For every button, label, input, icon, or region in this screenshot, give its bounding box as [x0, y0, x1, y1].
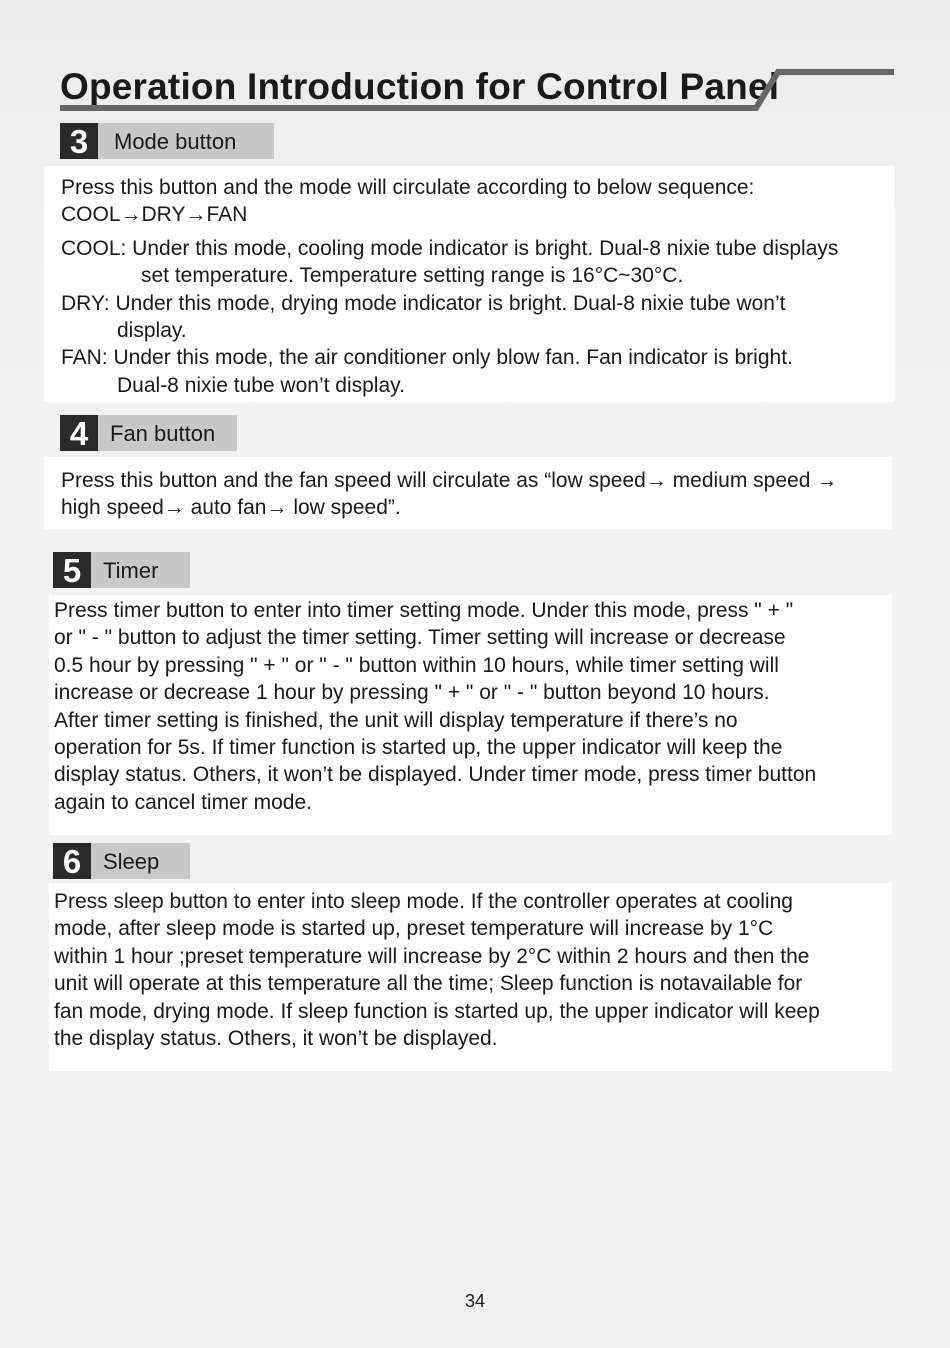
section-5-body — [49, 595, 892, 835]
section-6-body — [49, 883, 892, 1071]
page-number: 34 — [464, 1291, 486, 1311]
dry-mode-line: DRY: Under this mode, drying mode indicator is bright. Dual-8 nixie tube won’t — [61, 291, 786, 315]
fan-mode-line-cont: Dual-8 nixie tube won’t display. — [117, 373, 405, 397]
cool-mode-line: COOL: Under this mode, cooling mode indicator is bright. Dual-8 nixie tube displays — [61, 236, 839, 260]
text-line: Press this button and the mode will circulate according to below sequence: — [61, 176, 755, 199]
fan-speed-text — [61, 467, 892, 522]
fan-mode-line: FAN: Under this mode, the air conditioner only blow fan. Fan indicator is bright. — [61, 346, 793, 370]
text-line: Press this button and the fan speed will circulate as “low speed→ medium speed → — [61, 469, 838, 492]
text-line: After timer setting is finished, the unit will display temperature if there’s no — [54, 708, 738, 732]
page-title: Operation Introduction for Control Panel — [60, 66, 780, 107]
mode-sequence-text — [61, 174, 895, 229]
text-line: Press sleep button to enter into sleep mode. If the controller operates at cooling — [54, 890, 793, 913]
text-line: COOL→DRY→FAN — [61, 203, 248, 227]
section-number: 3 — [60, 123, 98, 159]
text-line: display status. Others, it won’t be displayed. Under timer mode, press timer button — [54, 763, 817, 787]
text-line: unit will operate at this temperature all the time; Sleep function is notavailable for — [54, 972, 803, 996]
text-line: mode, after sleep mode is started up, preset temperature will increase by 1°C — [54, 917, 774, 941]
sleep-text — [54, 888, 892, 1052]
section-4-body — [44, 457, 892, 529]
mode-descriptions — [61, 235, 895, 399]
section-number: 4 — [60, 415, 98, 451]
text-line: or " - " button to adjust the timer setting. Timer setting will increase or decrease — [54, 626, 786, 650]
timer-text — [54, 597, 892, 816]
text-line: Press timer button to enter into timer setting mode. Under this mode, press " + " — [54, 599, 794, 622]
title-rule-line — [60, 72, 894, 108]
cool-mode-line-cont: set temperature. Temperature setting range is 16°C~30°C. — [141, 264, 684, 288]
section-5-header — [53, 552, 190, 588]
dry-mode-line-cont: display. — [117, 319, 187, 343]
text-line: operation for 5s. If timer function is started up, the upper indicator will keep the — [54, 736, 783, 760]
section-number: 5 — [53, 552, 91, 588]
section-4-header — [60, 415, 237, 451]
text-line: again to cancel timer mode. — [54, 790, 312, 814]
section-3-body — [44, 166, 895, 402]
text-line: within 1 hour ;preset temperature will increase by 2°C within 2 hours and then the — [54, 944, 810, 968]
text-line: 0.5 hour by pressing " + " or " - " button within 10 hours, while timer setting will — [54, 653, 779, 677]
text-line: fan mode, drying mode. If sleep function is started up, the upper indicator will keep — [54, 999, 820, 1023]
section-label: Sleep — [91, 843, 190, 879]
section-number: 6 — [53, 843, 91, 879]
text-line: high speed→ auto fan→ low speed”. — [61, 496, 401, 520]
title-underline-rule — [0, 0, 950, 130]
section-6-header — [53, 843, 190, 879]
section-label: Mode button — [98, 123, 274, 159]
section-label: Timer — [91, 552, 190, 588]
section-label: Fan button — [98, 415, 237, 451]
text-line: the display status. Others, it won’t be displayed. — [54, 1027, 498, 1051]
section-3-header — [60, 123, 274, 159]
text-line: increase or decrease 1 hour by pressing " + " or " - " button beyond 10 hours. — [54, 681, 770, 705]
